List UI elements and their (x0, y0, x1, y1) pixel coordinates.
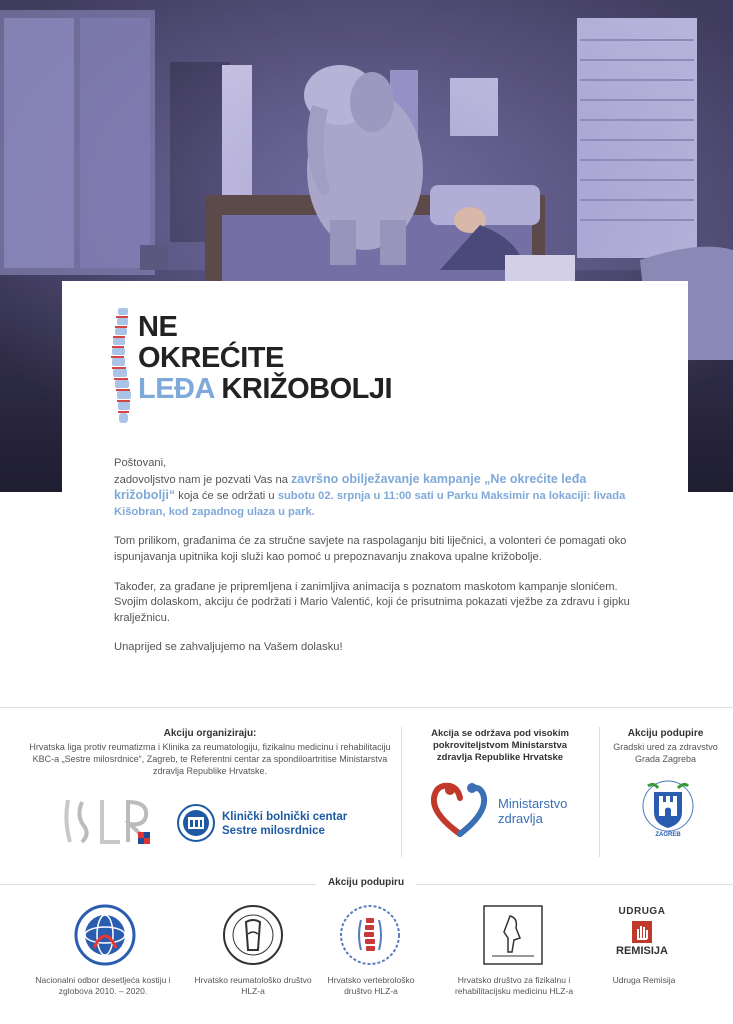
vertebrology-society-logo (339, 904, 401, 966)
remisija-bottom-text: REMISIJA (616, 945, 668, 957)
rheumatology-society-logo (222, 904, 284, 966)
supporter-caption-5: Udruga Remisija (612, 975, 676, 985)
p1-intro: zadovoljstvo nam je pozvati Vas na (114, 473, 292, 486)
ministry-name-line-1: Ministarstvo (498, 796, 568, 811)
ministry-heart-icon (428, 778, 492, 838)
zagreb-label: ZAGREB (655, 832, 681, 838)
paragraph-2: Tom prilikom, građanima će za stručne savjete na raspolaganju biti liječnici, a volonteri će pomagati oko ispunjavanja upitnika koji služi kao pomoć u prepoznavanju znakova upalne križobolje. (114, 535, 627, 563)
remisija-top-text: UDRUGA (618, 906, 666, 917)
divider-v1 (401, 727, 402, 857)
supporter-title: Akciju podupire (627, 728, 704, 739)
kbc-seal-icon (176, 803, 216, 843)
title-line-1: NE (138, 311, 178, 343)
ministry-logo (428, 778, 588, 838)
campaign-title (110, 312, 392, 405)
title-line-3-blue: LEĐA (138, 373, 214, 405)
organizers-block (20, 728, 400, 777)
patronage-title: Akcija se održava pod visokim pokroviteljstvom Ministarstva zdravlja Republike Hrvatske (431, 728, 569, 763)
remisija-hand-icon (632, 921, 652, 943)
ministry-name-line-2: zdravlja (498, 811, 543, 826)
paragraph-4: Unaprijed se zahvaljujemo na Vašem dolasku! (114, 641, 343, 654)
kbc-name-line-1: Klinički bolnički centar (222, 811, 348, 823)
divider-top (0, 707, 733, 708)
campaign-event-name: završno obilježavanje kampanje „Ne okrećite leđa križobolji“ (114, 471, 587, 503)
patronage-block (414, 728, 586, 764)
hlr-logo-mark (62, 796, 154, 846)
supporters-title: Akciju podupiru (316, 877, 416, 888)
title-line-3-dark: KRIŽOBOLJI (213, 373, 393, 405)
supporter-caption-4: Hrvatsko društvo za fizikalnu i rehabilitacijsku medicinu HLZ-a (454, 975, 574, 996)
paragraph-3: Također, za građane je pripremljena i zanimljiva animacija s poznatom maskotom kampanje slonićem. Svojim dolaskom, akciju će podržati i Mario Valentić, koji će prisutnima pokazati vježbe za zdravu i gipku kralježnicu. (114, 580, 630, 624)
organizers-text: Hrvatska liga protiv reumatizma i Klinika za reumatologiju, fizikalnu medicinu i rehabilitaciju KBC-a „Sestre milosrdnice“, Zagreb, te Referentni centar za spondiloartritise Ministarstva zdravlja Republike Hrvatske. (29, 742, 391, 776)
supporter-caption-1: Nacionalni odbor desetljeća kostiju i zglobova 2010. – 2020. (35, 975, 171, 996)
p1-connector: koja će se održati u (175, 490, 278, 503)
physical-medicine-society-logo (482, 904, 544, 966)
title-line-2: OKREĆITE (138, 342, 284, 374)
organizers-title: Akciju organiziraju: (163, 728, 257, 739)
supporter-block (608, 728, 723, 765)
divider-v2 (599, 727, 600, 857)
supporter-caption-2: Hrvatsko reumatološko društvo HLZ-a (194, 975, 312, 996)
hlr-logo (62, 796, 154, 846)
invitation-letter (114, 456, 638, 670)
supporter-text: Gradski ured za zdravstvo Grada Zagreba (613, 742, 718, 764)
kbc-name-line-2: Sestre milosrdnice (222, 825, 325, 837)
greeting: Poštovani, (114, 457, 167, 469)
hand-icon (632, 921, 652, 943)
remisija-logo (610, 906, 674, 957)
event-time-location: subotu 02. srpnja u 11:00 sati u Parku Maksimir na lokaciji: livada Kišobran, kod zapadnog ulaza u park. (114, 490, 626, 518)
supporter-caption-3: Hrvatsko vertebrološko društvo HLZ-a (327, 975, 415, 996)
zagreb-logo (638, 778, 698, 842)
bone-joint-decade-logo (74, 904, 136, 966)
